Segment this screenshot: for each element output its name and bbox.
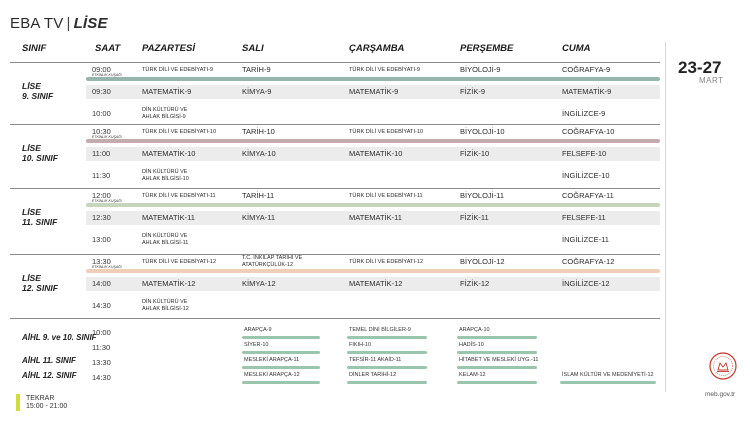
aihl-row-time: 13:30 [92, 358, 111, 367]
group-label-line1: LİSE [22, 81, 41, 91]
group-label-line1: LİSE [22, 143, 41, 153]
aihl-cell: DİNLER TARİHİ-12 [349, 372, 397, 378]
footer-site: meb.gov.tr [705, 391, 736, 398]
aihl-underline [242, 351, 320, 354]
group-label-line2: 12. SINIF [22, 283, 58, 293]
schedule-cell: FİZİK-9 [460, 87, 486, 96]
schedule-cell: COĞRAFYA-9 [562, 65, 611, 74]
schedule-cell-line: DİN KÜLTÜRÜ VE [142, 107, 188, 113]
aihl-cell: SİYER-10 [244, 342, 269, 348]
aihl-underline [457, 351, 537, 354]
schedule-cell [142, 169, 240, 183]
group-label [22, 143, 58, 163]
aihl-group-label: AİHL 12. SINIF [22, 371, 77, 380]
col-header-saat: SAAT [95, 43, 121, 54]
schedule-cell: BİYOLOJİ-10 [460, 127, 505, 136]
schedule-cell: MATEMATİK-11 [349, 213, 402, 222]
aihl-underline [347, 351, 427, 354]
schedule-cell: COĞRAFYA-10 [562, 127, 615, 136]
schedule-cell: KİMYA-12 [242, 279, 276, 288]
schedule-cell: KİMYA-9 [242, 87, 272, 96]
aihl-cell: HİTABET VE MESLEKİ UYG.-11 [459, 357, 539, 363]
group-label [22, 207, 57, 227]
date-divider [665, 42, 666, 392]
break-bar-label: ETKİNLİK KUŞAĞI [92, 265, 122, 269]
schedule-cell: KİMYA-11 [242, 213, 276, 222]
date-range: 23-27 [678, 58, 722, 77]
break-bar-label: ETKİNLİK KUŞAĞI [92, 73, 122, 77]
schedule-cell: MATEMATİK-12 [142, 279, 196, 288]
schedule-cell [242, 255, 346, 269]
aihl-row-time: 10:00 [92, 328, 111, 337]
break-bar-label: ETKİNLİK KUŞAĞI [92, 135, 122, 139]
break-bar [86, 77, 660, 81]
group-divider [10, 318, 660, 319]
group-label [22, 273, 58, 293]
schedule-cell-line: AHLAK BİLGİSİ-12 [142, 306, 189, 312]
aihl-cell: KELAM-12 [459, 372, 486, 378]
aihl-cell: MESLEKİ ARAPÇA-11 [244, 357, 300, 363]
row-time: 09:00 [92, 65, 111, 74]
schedule-cell: MATEMATİK-9 [562, 87, 612, 96]
meb-logo-icon [709, 352, 737, 380]
row-time: 09:30 [92, 87, 111, 96]
schedule-cell: FİZİK-12 [460, 279, 490, 288]
schedule-cell [142, 299, 240, 313]
aihl-underline [242, 381, 320, 384]
aihl-underline [347, 336, 427, 339]
schedule-cell: COĞRAFYA-11 [562, 191, 614, 200]
tekrar-swatch [16, 394, 20, 411]
row-time: 11:00 [92, 149, 111, 158]
aihl-row-time: 11:30 [92, 343, 111, 352]
schedule-cell [142, 233, 240, 247]
aihl-underline [457, 366, 537, 369]
aihl-cell: HADİS-10 [459, 342, 484, 348]
schedule-cell: MATEMATİK-12 [349, 279, 403, 288]
schedule-cell: TÜRK DİLİ VE EDEBİYATI-12 [349, 259, 424, 265]
schedule-cell-line: DİN KÜLTÜRÜ VE [142, 299, 188, 305]
aihl-cell: TEMEL DİNİ BİLGİLER-9 [349, 327, 411, 333]
title-eba: EBA TV [10, 15, 64, 32]
group-label-line2: 9. SINIF [22, 91, 54, 101]
row-time: 14:00 [92, 279, 111, 288]
col-header-sinif: SINIF [22, 43, 47, 54]
schedule-cell: COĞRAFYA-12 [562, 257, 615, 266]
aihl-underline [457, 336, 537, 339]
schedule-cell: TARİH-11 [242, 191, 275, 200]
schedule-cell: TÜRK DİLİ VE EDEBİYATI-11 [142, 193, 216, 199]
schedule-cell: MATEMATİK-11 [142, 213, 195, 222]
row-time: 10:30 [92, 127, 111, 136]
group-label-line2: 11. SINIF [22, 217, 58, 227]
aihl-underline [560, 381, 656, 384]
schedule-cell: MATEMATİK-9 [142, 87, 192, 96]
aihl-underline [242, 366, 320, 369]
schedule-cell-line: AHLAK BİLGİSİ-9 [142, 114, 186, 120]
aihl-underline [242, 336, 320, 339]
row-time: 12:00 [92, 191, 111, 200]
schedule-cell: FİZİK-11 [460, 213, 489, 222]
schedule-cell: MATEMATİK-10 [142, 149, 196, 158]
row-time: 14:30 [92, 301, 111, 310]
aihl-group-label: AİHL 9. ve 10. SINIF [22, 333, 97, 342]
aihl-cell: FIKIH-10 [349, 342, 372, 348]
aihl-cell: TEFSİR-11 AKAİD-11 [349, 357, 402, 363]
group-label [22, 81, 53, 101]
aihl-cell: ARAPÇA-9 [244, 327, 272, 333]
schedule-cell: TÜRK DİLİ VE EDEBİYATI-10 [142, 129, 217, 135]
break-bar [86, 269, 660, 273]
schedule-cell-line: ATATÜRKÇÜLÜK-12 [242, 262, 294, 268]
row-time: 13:30 [92, 257, 111, 266]
aihl-cell: MESLEKİ ARAPÇA-12 [244, 372, 300, 378]
row-time: 12:30 [92, 213, 111, 222]
schedule-cell: BİYOLOJİ-9 [460, 65, 501, 74]
col-header-sali: SALI [242, 43, 264, 54]
aihl-underline [347, 381, 427, 384]
schedule-cell: FELSEFE-10 [562, 149, 607, 158]
schedule-cell: BİYOLOJİ-12 [460, 257, 505, 266]
aihl-row-time: 14:30 [92, 373, 111, 382]
row-time: 10:00 [92, 109, 111, 118]
aihl-group-label: AİHL 11. SINIF [22, 356, 76, 365]
col-header-persembe: PERŞEMBE [460, 43, 514, 54]
col-header-cuma: CUMA [562, 43, 591, 54]
schedule-cell: TÜRK DİLİ VE EDEBİYATI-10 [349, 129, 424, 135]
schedule-cell: KİMYA-10 [242, 149, 276, 158]
break-bar [86, 139, 660, 143]
schedule-cell: MATEMATİK-10 [349, 149, 403, 158]
group-label-line2: 10. SINIF [22, 153, 58, 163]
schedule-cell: TÜRK DİLİ VE EDEBİYATI-11 [349, 193, 423, 199]
schedule-cell: İNGİLİZCE-10 [562, 171, 610, 180]
schedule-cell: MATEMATİK-9 [349, 87, 399, 96]
schedule-cell: İNGİLİZCE-11 [562, 235, 609, 244]
title-lise: LİSE [73, 15, 108, 32]
schedule-cell: TARİH-9 [242, 65, 271, 74]
schedule-cell-line: DİN KÜLTÜRÜ VE [142, 233, 188, 239]
schedule-cell: FİZİK-10 [460, 149, 490, 158]
schedule-cell: TÜRK DİLİ VE EDEBİYATI-9 [142, 67, 213, 73]
col-header-pazartesi: PAZARTESİ [142, 43, 195, 54]
date-month: MART [699, 76, 724, 85]
group-label-line1: LİSE [22, 273, 41, 283]
schedule-cell: TÜRK DİLİ VE EDEBİYATI-9 [349, 67, 420, 73]
schedule-cell [142, 107, 240, 121]
schedule-cell: İNGİLİZCE-9 [562, 109, 606, 118]
page-title [10, 15, 108, 32]
schedule-cell-line: DİN KÜLTÜRÜ VE [142, 169, 188, 175]
tekrar-label: TEKRAR [26, 395, 55, 402]
break-bar [86, 203, 660, 207]
aihl-underline [457, 381, 537, 384]
schedule-cell-line: AHLAK BİLGİSİ-11 [142, 240, 189, 246]
aihl-cell: İSLAM KÜLTÜR VE MEDENİYETİ-12 [562, 372, 654, 378]
schedule-cell: BİYOLOJİ-11 [460, 191, 505, 200]
schedule-cell: TÜRK DİLİ VE EDEBİYATI-12 [142, 259, 217, 265]
tekrar-hours: 15:00 - 21:00 [26, 403, 68, 410]
aihl-underline [347, 366, 427, 369]
schedule-cell: FELSEFE-11 [562, 213, 606, 222]
break-bar-label: ETKİNLİK KUŞAĞI [92, 199, 122, 203]
schedule-cell: TARİH-10 [242, 127, 275, 136]
schedule-cell-line: T.C. İNKILAP TARİHİ VE [242, 255, 303, 261]
row-time: 13:00 [92, 235, 111, 244]
schedule-cell-line: AHLAK BİLGİSİ-10 [142, 176, 189, 182]
title-separator: | [66, 15, 71, 32]
group-label-line1: LİSE [22, 207, 41, 217]
row-time: 11:30 [92, 171, 111, 180]
aihl-cell: ARAPÇA-10 [459, 327, 490, 333]
schedule-cell: İNGİLİZCE-12 [562, 279, 610, 288]
col-header-carsamba: ÇARŞAMBA [349, 43, 405, 54]
